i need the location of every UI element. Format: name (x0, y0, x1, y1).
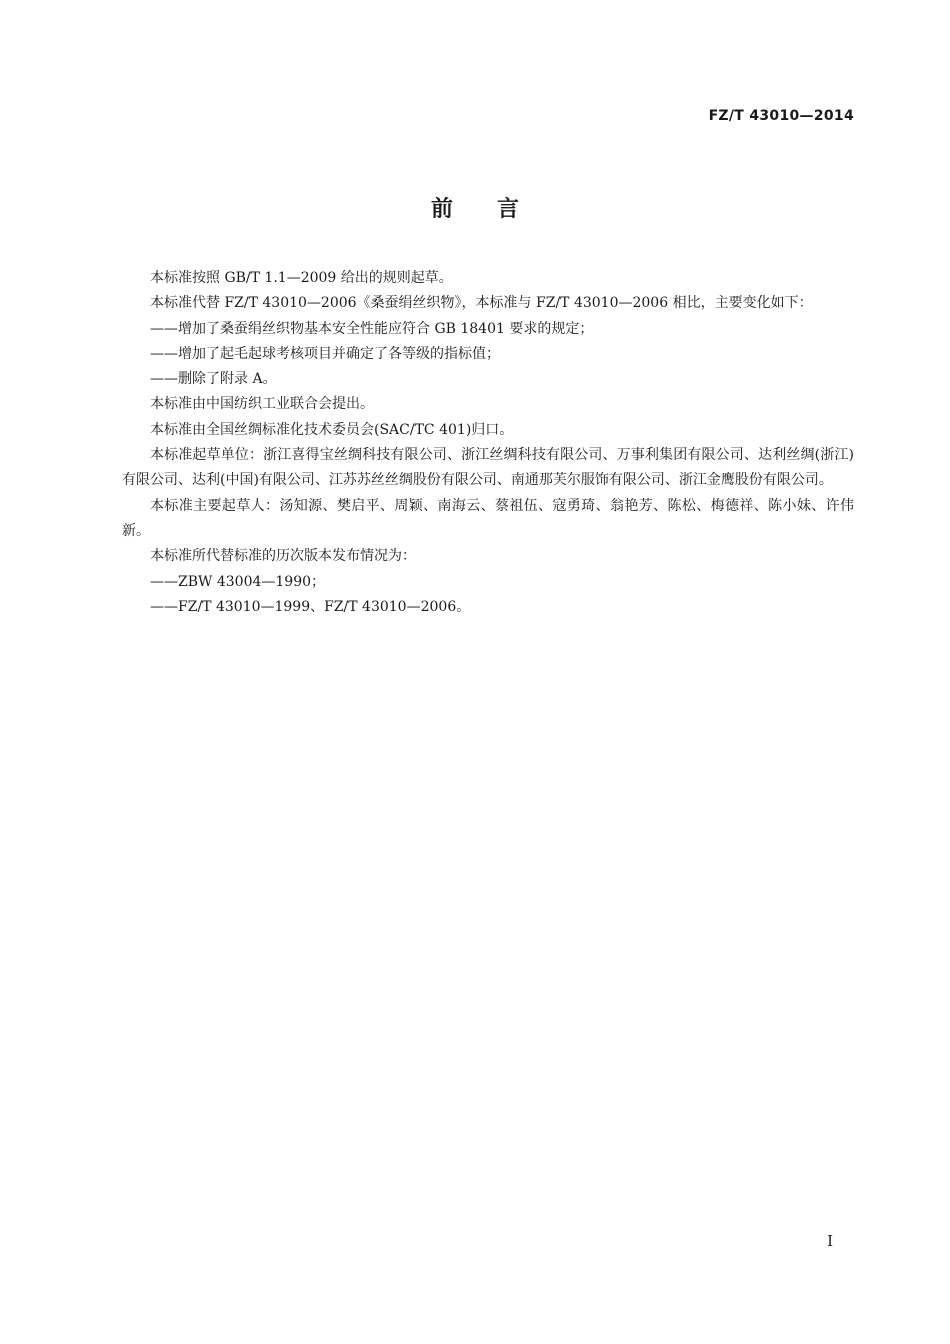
list-item-history: ——FZ/T 43010—1999、FZ/T 43010—2006。 (150, 598, 471, 615)
paragraph-replacement: 本标准代替 FZ/T 43010—2006《桑蚕绢丝织物》，本标准与 FZ/T 43010—2006 相比，主要变化如下： (150, 295, 813, 312)
paragraph-drafting-units: 本标准起草单位：浙江喜得宝丝绸科技有限公司、浙江丝绸科技有限公司、万事利集团有限公司、达利丝绸(浙江)有限公司、达利(中国)有限公司、江苏苏丝丝绸股份有限公司、南通那芙尔服饰有限公司、浙江金鹰股份有限公司。 (122, 447, 854, 489)
list-item-change: ——删除了附录 A。 (150, 371, 277, 388)
page-title: 前言 (430, 197, 563, 222)
paragraph-history-intro: 本标准所代替标准的历次版本发布情况为： (150, 548, 416, 565)
list-item-history: ——ZBW 43004—1990； (150, 573, 326, 590)
paragraph-drafting-rules: 本标准按照 GB/T 1.1—2009 给出的规则起草。 (150, 270, 453, 286)
paragraph-centralized-by: 本标准由全国丝绸标准化技术委员会(SAC/TC 401)归口。 (150, 421, 514, 438)
standard-code-header: FZ/T 43010—2014 (708, 108, 854, 124)
page-number: I (827, 1232, 833, 1250)
list-item-change: ——增加了起毛起球考核项目并确定了各等级的指标值； (150, 345, 500, 362)
paragraph-proposed-by: 本标准由中国纺织工业联合会提出。 (150, 396, 374, 413)
paragraph-drafters: 本标准主要起草人：汤知源、樊启平、周颖、南海云、蔡祖伍、寇勇琦、翁艳芳、陈松、梅德祥、陈小妹、许伟新。 (122, 497, 854, 539)
foreword-body (122, 266, 854, 620)
list-item-change: ——增加了桑蚕绢丝织物基本安全性能应符合 GB 18401 要求的规定； (150, 320, 594, 337)
